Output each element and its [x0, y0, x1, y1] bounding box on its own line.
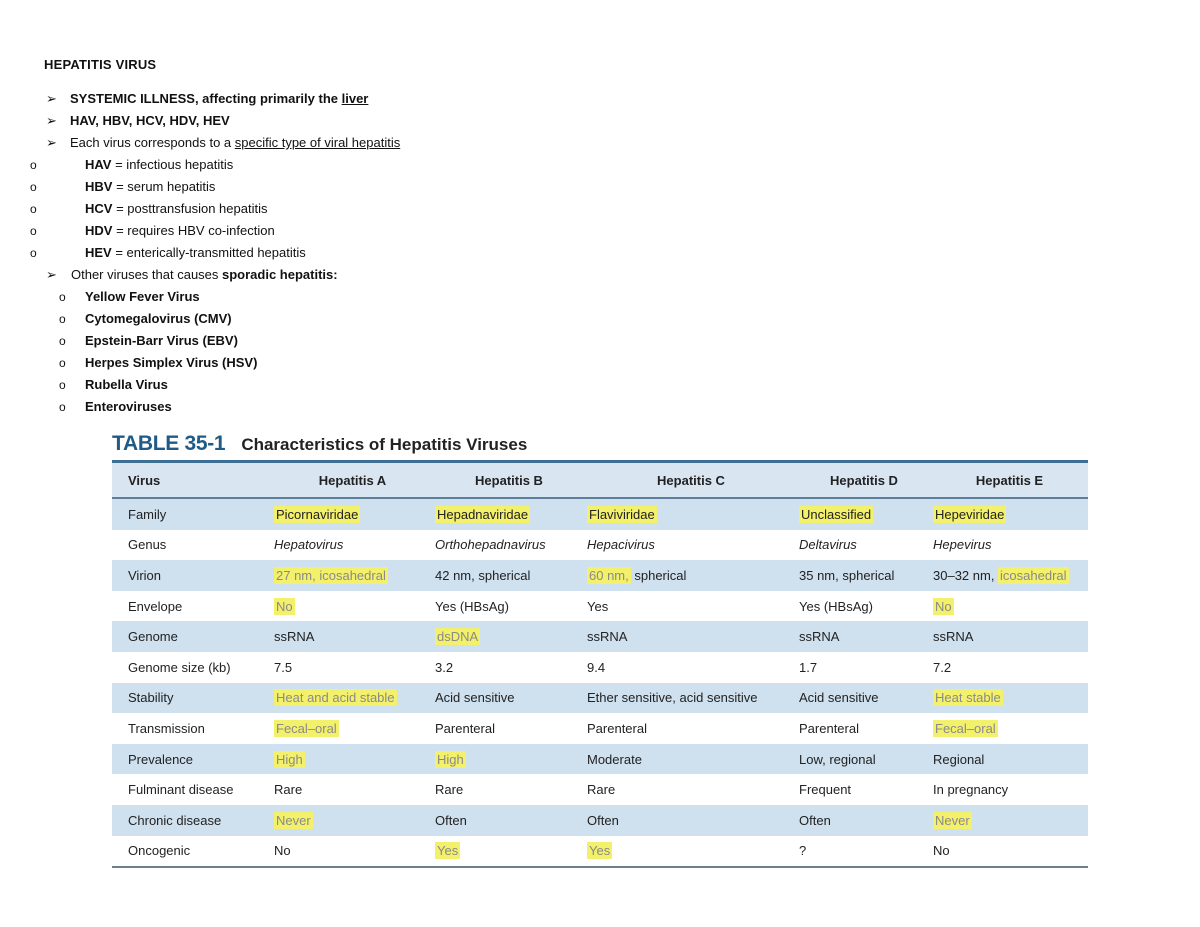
- table-caption: [112, 432, 527, 456]
- table-cell: [931, 560, 1088, 591]
- table-cell: [272, 805, 433, 836]
- cell-text: Heat stable: [935, 690, 1001, 706]
- cell-text: No: [274, 843, 291, 859]
- table-cell: [797, 683, 931, 714]
- table-cell: [272, 713, 433, 744]
- cell-text: 60 nm, spherical: [589, 567, 687, 583]
- cell-text: Low, regional: [799, 751, 876, 767]
- table-cell: [272, 683, 433, 714]
- table-cell: [585, 560, 797, 591]
- table-cell: [797, 621, 931, 652]
- cell-text: Yes (HBsAg): [435, 598, 509, 614]
- table-cell: [797, 530, 931, 561]
- cell-text: 7.2: [933, 659, 952, 675]
- bullet-text: Each virus corresponds to a: [70, 135, 235, 150]
- cell-text: Acid sensitive: [799, 690, 879, 706]
- sub-item-text: = posttransfusion hepatitis: [112, 201, 268, 216]
- other-virus-item: Epstein-Barr Virus (EBV): [85, 333, 238, 348]
- table-cell: [585, 774, 797, 805]
- cell-text: Acid sensitive: [435, 690, 515, 706]
- table-cell: [797, 652, 931, 683]
- table-body: [112, 498, 1088, 866]
- cell-text: Parenteral: [435, 720, 495, 736]
- table-row: [112, 621, 1088, 652]
- table-cell: [272, 591, 433, 622]
- bullet-bold-text: sporadic hepatitis:: [222, 267, 338, 282]
- cell-text: Orthohepadnavirus: [435, 537, 546, 553]
- circle-bullet-icon: o: [59, 312, 66, 326]
- cell-text: Picornaviridae: [276, 506, 359, 522]
- highlight-mark: 60 nm,: [589, 567, 629, 583]
- arrow-bullet-icon: ➢: [46, 135, 57, 150]
- table-cell: [585, 530, 797, 561]
- table-cell: [931, 683, 1088, 714]
- circle-bullet-icon: o: [30, 180, 37, 194]
- cell-text: No: [276, 598, 293, 614]
- table-number: TABLE 35-1: [112, 432, 226, 455]
- table-cell: [433, 744, 585, 775]
- table-row: [112, 591, 1088, 622]
- table-cell: [585, 713, 797, 744]
- table-cell: [931, 713, 1088, 744]
- cell-text: Regional: [933, 751, 985, 767]
- table-row: [112, 744, 1088, 775]
- circle-bullet-icon: o: [30, 224, 37, 238]
- cell-text: Fecal–oral: [935, 720, 996, 736]
- highlight-mark: 27 nm, icosahedral: [276, 567, 386, 583]
- table-cell: [585, 591, 797, 622]
- table-cell: [433, 713, 585, 744]
- table-cell: [797, 744, 931, 775]
- table-cell: [797, 713, 931, 744]
- cell-text: Deltavirus: [799, 537, 857, 553]
- table-cell: [585, 805, 797, 836]
- table-cell: [931, 621, 1088, 652]
- sub-item-hav: [85, 157, 233, 173]
- cell-text: Hepeviridae: [935, 506, 1005, 522]
- cell-text: Hepevirus: [933, 537, 992, 553]
- table-cell: [797, 836, 931, 867]
- table-cell: [433, 591, 585, 622]
- sub-item-text: = infectious hepatitis: [111, 157, 234, 172]
- cell-text: Yes (HBsAg): [799, 598, 873, 614]
- cell-text: Rare: [435, 782, 464, 798]
- cell-text: Often: [587, 812, 619, 828]
- sub-item-hbv: [85, 179, 215, 195]
- arrow-bullet-icon: ➢: [46, 113, 57, 128]
- cell-text: ssRNA: [799, 629, 840, 645]
- cell-text: 30–32 nm, icosahedral: [933, 567, 1067, 583]
- cell-text: In pregnancy: [933, 782, 1009, 798]
- table-cell: [433, 683, 585, 714]
- table-row: [112, 560, 1088, 591]
- cell-text: 1.7: [799, 659, 818, 675]
- cell-text: Often: [435, 812, 467, 828]
- other-virus-item: Enteroviruses: [85, 399, 172, 414]
- table-cell: [272, 744, 433, 775]
- table-cell: [931, 591, 1088, 622]
- table-cell: [272, 836, 433, 867]
- cell-text: Rare: [274, 782, 303, 798]
- cell-text: Yes: [589, 843, 611, 859]
- row-label: Genus: [112, 530, 272, 561]
- arrow-bullet-icon: ➢: [46, 91, 57, 106]
- table-cell: [797, 774, 931, 805]
- table-cell: [797, 498, 931, 530]
- table-row: [112, 683, 1088, 714]
- row-label: Virion: [112, 560, 272, 591]
- sub-item-code: HEV: [85, 245, 112, 260]
- table-row: [112, 774, 1088, 805]
- table-title: Characteristics of Hepatitis Viruses: [241, 435, 528, 454]
- table-cell: [433, 652, 585, 683]
- hepatitis-table: [112, 460, 1088, 868]
- cell-text: ssRNA: [933, 629, 974, 645]
- bullet-underline: specific type of viral hepatitis: [234, 135, 401, 150]
- circle-bullet-icon: o: [30, 158, 37, 172]
- header-hepatitis: Hepatitis E: [931, 463, 1088, 498]
- cell-text: 3.2: [435, 659, 454, 675]
- row-label: Transmission: [112, 713, 272, 744]
- cell-text: Hepatovirus: [274, 537, 344, 553]
- bullet-other-viruses: [71, 267, 338, 283]
- row-label: Envelope: [112, 591, 272, 622]
- highlight-mark: icosahedral: [1000, 567, 1067, 583]
- cell-text: Yes: [587, 598, 609, 614]
- sub-item-text: = requires HBV co-infection: [112, 223, 275, 238]
- table-header-row: [112, 463, 1088, 498]
- other-virus-item: Cytomegalovirus (CMV): [85, 311, 232, 326]
- row-label: Prevalence: [112, 744, 272, 775]
- table-row: [112, 836, 1088, 867]
- cell-text: dsDNA: [437, 629, 479, 645]
- cell-text: Fecal–oral: [276, 720, 337, 736]
- table-cell: [272, 652, 433, 683]
- bullet-text: Other viruses that causes: [71, 267, 223, 282]
- cell-text: 9.4: [587, 659, 606, 675]
- table-row: [112, 498, 1088, 530]
- cell-text: Yes: [437, 843, 459, 859]
- other-virus-item: Herpes Simplex Virus (HSV): [85, 355, 258, 370]
- bullet-each-virus: [70, 135, 400, 151]
- cell-text: Parenteral: [799, 720, 859, 736]
- table-cell: [272, 621, 433, 652]
- table-cell: [433, 530, 585, 561]
- cell-text: Heat and acid stable: [276, 690, 395, 706]
- table-cell: [797, 805, 931, 836]
- cell-text: Unclassified: [801, 506, 872, 522]
- cell-text: Hepacivirus: [587, 537, 655, 553]
- bullet-underline: liver: [341, 91, 369, 106]
- row-label: Family: [112, 498, 272, 530]
- cell-text: ssRNA: [587, 629, 628, 645]
- sub-item-code: HDV: [85, 223, 113, 238]
- table-row: [112, 805, 1088, 836]
- row-label: Genome: [112, 621, 272, 652]
- sub-item-text: = enterically-transmitted hepatitis: [111, 245, 306, 260]
- cell-text: Flaviviridae: [589, 506, 655, 522]
- cell-text: High: [437, 751, 464, 767]
- sub-item-hcv: [85, 201, 267, 217]
- table-cell: [433, 621, 585, 652]
- bullet-virus-list: HAV, HBV, HCV, HDV, HEV: [70, 113, 230, 128]
- header-hepatitis: Hepatitis C: [585, 463, 797, 498]
- circle-bullet-icon: o: [30, 246, 37, 260]
- table-cell: [585, 652, 797, 683]
- table-cell: [931, 836, 1088, 867]
- cell-text: Often: [799, 812, 831, 828]
- cell-text: No: [935, 598, 952, 614]
- page-title: HEPATITIS VIRUS: [44, 57, 157, 72]
- table-row: [112, 713, 1088, 744]
- table-cell: [272, 774, 433, 805]
- row-label: Chronic disease: [112, 805, 272, 836]
- cell-text: 42 nm, spherical: [435, 567, 531, 583]
- table-cell: [931, 652, 1088, 683]
- cell-text: Ether sensitive, acid sensitive: [587, 690, 758, 706]
- cell-text: Never: [276, 812, 311, 828]
- cell-text: Parenteral: [587, 720, 647, 736]
- sub-item-code: HBV: [85, 179, 113, 194]
- other-virus-item: Yellow Fever Virus: [85, 289, 200, 304]
- row-label: Stability: [112, 683, 272, 714]
- cell-text: High: [276, 751, 303, 767]
- row-label: Genome size (kb): [112, 652, 272, 683]
- sub-item-code: HAV: [85, 157, 112, 172]
- cell-text: 7.5: [274, 659, 293, 675]
- arrow-bullet-icon: ➢: [46, 267, 57, 282]
- cell-text: 35 nm, spherical: [799, 567, 895, 583]
- table-cell: [433, 774, 585, 805]
- table-row: [112, 652, 1088, 683]
- table-cell: [931, 774, 1088, 805]
- table-cell: [585, 744, 797, 775]
- table-cell: [433, 560, 585, 591]
- header-hepatitis: Hepatitis D: [797, 463, 931, 498]
- cell-text: Never: [935, 812, 970, 828]
- table-cell: [433, 498, 585, 530]
- bullet-systemic-illness: [70, 91, 368, 107]
- table-cell: [585, 836, 797, 867]
- cell-text: Frequent: [799, 782, 852, 798]
- cell-text: ssRNA: [274, 629, 315, 645]
- sub-item-code: HCV: [85, 201, 113, 216]
- row-label: Oncogenic: [112, 836, 272, 867]
- header-hepatitis: Hepatitis A: [272, 463, 433, 498]
- sub-item-hev: [85, 245, 306, 261]
- other-virus-item: Rubella Virus: [85, 377, 168, 392]
- table-cell: [797, 560, 931, 591]
- table-cell: [272, 560, 433, 591]
- header-hepatitis: Hepatitis B: [433, 463, 585, 498]
- circle-bullet-icon: o: [59, 290, 66, 304]
- table-cell: [585, 498, 797, 530]
- table-cell: [585, 621, 797, 652]
- sub-item-hdv: [85, 223, 275, 239]
- cell-text: No: [933, 843, 950, 859]
- cell-text: Moderate: [587, 751, 642, 767]
- table-cell: [797, 591, 931, 622]
- sub-item-text: = serum hepatitis: [112, 179, 216, 194]
- table-cell: [272, 530, 433, 561]
- circle-bullet-icon: o: [59, 356, 66, 370]
- table-cell: [585, 683, 797, 714]
- table-cell: [272, 498, 433, 530]
- bullet-text: SYSTEMIC ILLNESS, affecting primarily the: [70, 91, 342, 106]
- table-row: [112, 530, 1088, 561]
- circle-bullet-icon: o: [59, 400, 66, 414]
- circle-bullet-icon: o: [30, 202, 37, 216]
- header-virus: Virus: [112, 463, 272, 498]
- table-bottom-rule: [112, 866, 1088, 868]
- table-cell: [433, 805, 585, 836]
- table-cell: [931, 744, 1088, 775]
- circle-bullet-icon: o: [59, 378, 66, 392]
- row-label: Fulminant disease: [112, 774, 272, 805]
- table-cell: [433, 836, 585, 867]
- table-cell: [931, 530, 1088, 561]
- cell-text: ?: [799, 843, 807, 859]
- table-cell: [931, 805, 1088, 836]
- cell-text: [274, 567, 388, 584]
- cell-text: Hepadnaviridae: [437, 506, 529, 522]
- cell-text: Rare: [587, 782, 616, 798]
- circle-bullet-icon: o: [59, 334, 66, 348]
- table-cell: [931, 498, 1088, 530]
